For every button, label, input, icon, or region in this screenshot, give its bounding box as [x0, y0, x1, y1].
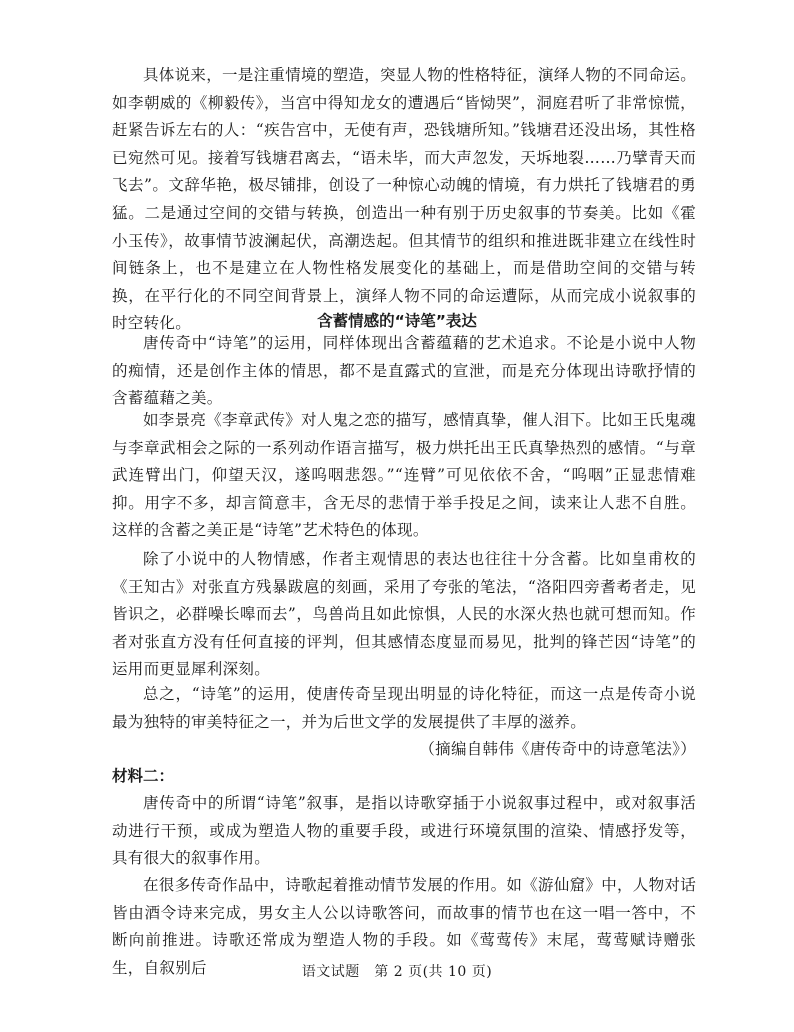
- source-citation: （摘编自韩伟《唐传奇中的诗意笔法》）: [419, 740, 696, 758]
- material-label: 材料二：: [112, 767, 175, 785]
- paragraph-3: 如李景亮《李章武传》对人鬼之恋的描写，感情真挚，催人泪下。比如王氏鬼魂与李章武相会之际的一系列动作语言描写，极力烘托出王氏真挚热烈的感情。“与章武连臂出门，仰望天汉，遂呜咽悲怨。”“连臂”可见依依不舍，“呜咽”正显悲情难抑。用字不多，却言简意丰，含无尽的悲情于举手投足之间，读来让人悲不自胜。这样的含蓄之美正是“诗笔”艺术特色的体现。: [112, 411, 697, 540]
- paragraph-6: 唐传奇中的所谓“诗笔”叙事，是指以诗歌穿插于小说叙事过程中，或对叙事活动进行干预，或成为塑造人物的重要手段，或进行环境氛围的渲染、情感抒发等，具有很大的叙事作用。: [112, 794, 696, 868]
- paragraph-2: 唐传奇中“诗笔”的运用，同样体现出含蓄蕴藉的艺术追求。不论是小说中人物的痴情，还是创作主体的情思，都不是直露式的宣泄，而是充分体现出诗歌抒情的含蓄蕴藉之美。: [112, 334, 696, 408]
- page-footer: 语文试题 第 2 页(共 10 页): [301, 964, 493, 980]
- section-heading: 含蓄情感的“诗笔”表达: [317, 312, 477, 330]
- paragraph-1: 具体说来，一是注重情境的塑造，突显人物的性格特征，演绎人物的不同命运。如李朝威的《柳毅传》，当宫中得知龙女的遭遇后“皆恸哭”，洞庭君听了非常惊慌，赶紧告诉左右的人：“疾告宫中，无使有声，恐钱塘所知。”钱塘君还没出场，其性格已宛然可见。接着写钱塘君离去，“语未毕，而大声忽发，天坼地裂……乃擘青天而飞去”。文辞华艳，极尽铺排，创设了一种惊心动魄的情境，有力烘托了钱塘君的勇猛。二是通过空间的交错与转换，创造出一种有别于历史叙事的节奏美。比如《霍小玉传》，故事情节波澜起伏，高潮迭起。但其情节的组织和推进既非建立在线性时间链条上，也不是建立在人物性格发展变化的基础上，而是借助空间的交错与转换，在平行化的不同空间背景上，演绎人物不同的命运遭际，从而完成小说叙事的时空转化。: [112, 66, 697, 333]
- paragraph-5: 总之，“诗笔”的运用，使唐传奇呈现出明显的诗化特征，而这一点是传奇小说最为独特的审美特征之一，并为后世文学的发展提供了丰厚的滋养。: [112, 685, 696, 731]
- paragraph-4: 除了小说中的人物情感，作者主观情思的表达也往往十分含蓄。比如皇甫枚的《王知古》对张直方残暴跋扈的刻画，采用了夸张的笔法，“洛阳四旁耆耇者走，见皆识之，必群噪长嗥而去”，鸟兽尚且如此惊惧，人民的水深火热也就可想而知。作者对张直方没有任何直接的评判，但其感情态度显而易见，批判的锋芒因“诗笔”的运用而更显犀利深刻。: [112, 550, 696, 679]
- paragraph-7: 在很多传奇作品中，诗歌起着推动情节发展的作用。如《游仙窟》中，人物对话皆由酒令诗来完成，男女主人公以诗歌答问，而故事的情节也在这一唱一答中，不断向前推进。诗歌还常成为塑造人物的手段。如《莺莺传》末尾，莺莺赋诗赠张生，自叙别后: [112, 876, 697, 977]
